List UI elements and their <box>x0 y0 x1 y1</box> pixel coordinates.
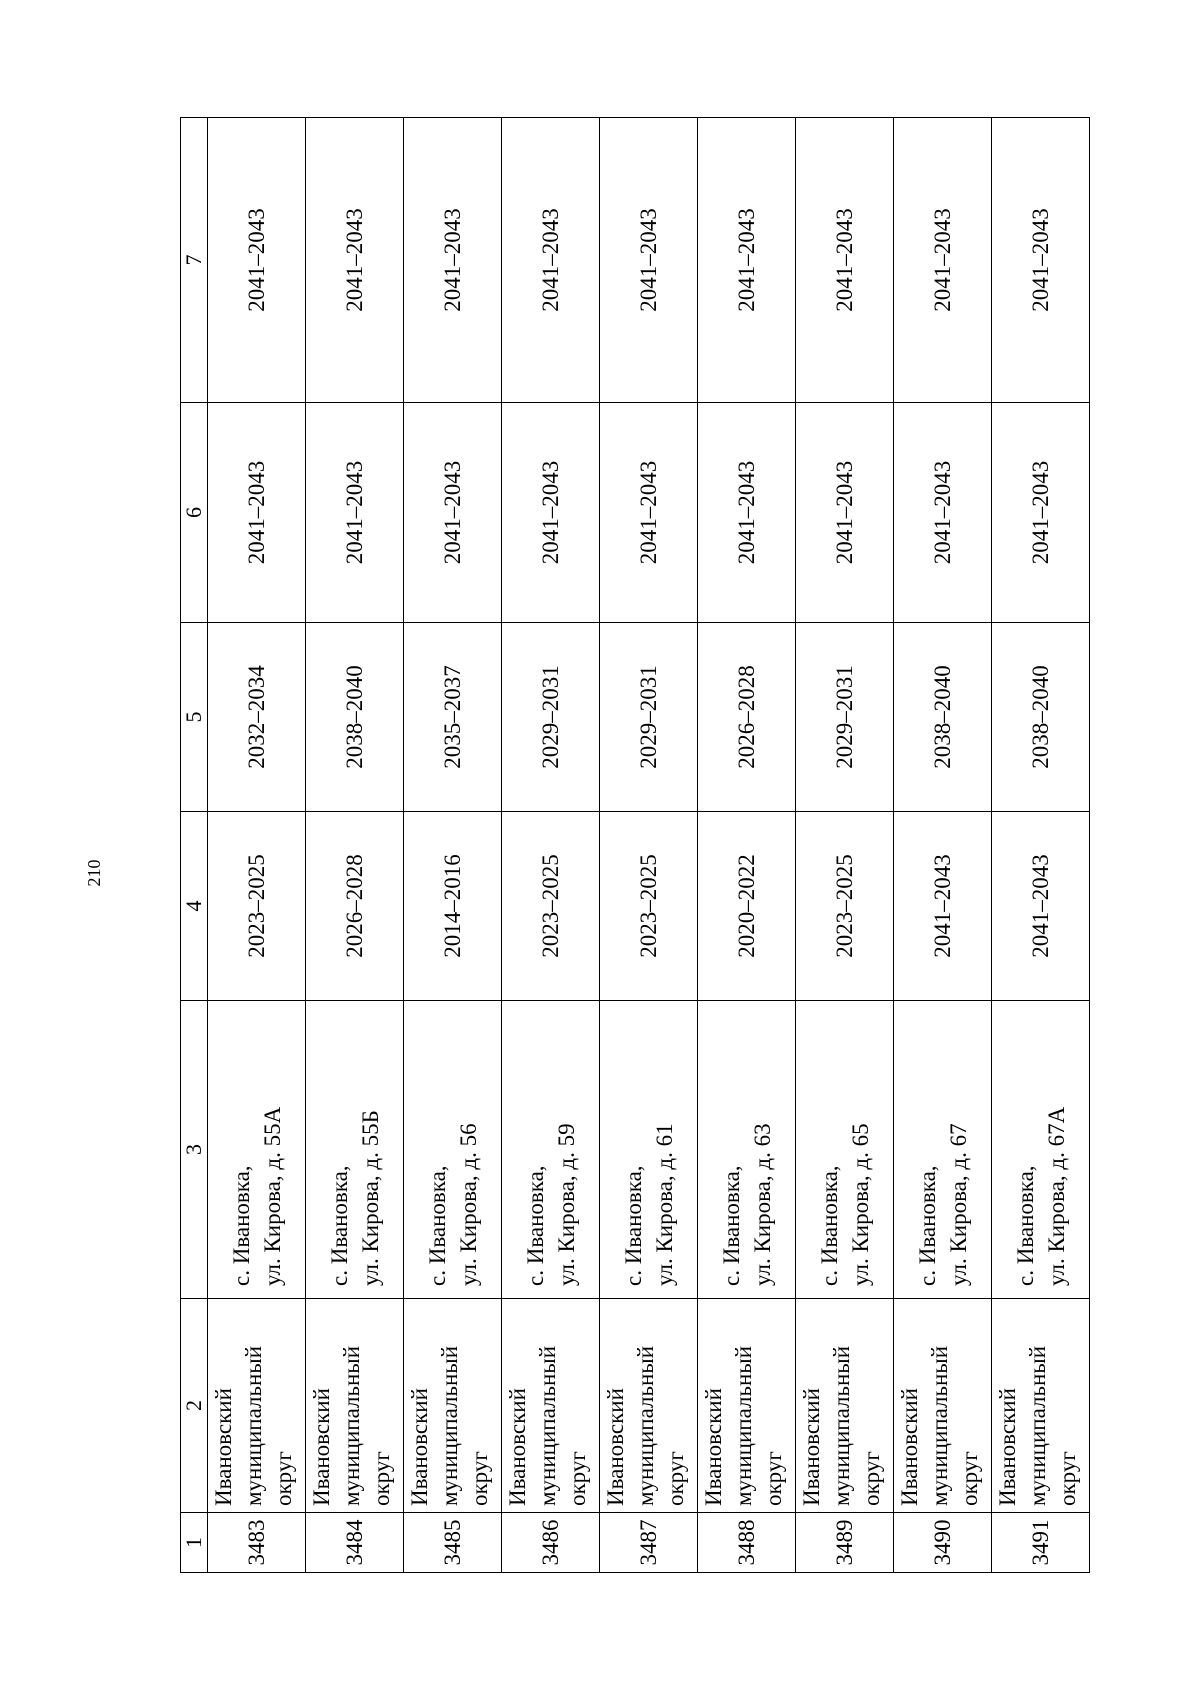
address-cell <box>306 1001 404 1299</box>
period-c4: 2023–2025 <box>208 812 306 1001</box>
column-header-2: 2 <box>181 1299 208 1513</box>
period-c5: 2029–2031 <box>502 623 600 812</box>
district-line: муниципальный <box>927 1345 952 1506</box>
period-c7: 2041–2043 <box>796 118 894 403</box>
period-c6: 2041–2043 <box>306 403 404 623</box>
page-number: 210 <box>84 859 104 887</box>
period-c6: 2041–2043 <box>992 403 1090 623</box>
district-line: округ <box>369 1451 394 1506</box>
table-row <box>208 118 306 1573</box>
table-row <box>796 118 894 1573</box>
period-c7: 2041–2043 <box>600 118 698 403</box>
address-line: ул. Кирова, д. 55Б <box>357 1110 383 1286</box>
period-c4: 2020–2022 <box>698 812 796 1001</box>
address-line: ул. Кирова, д. 55А <box>259 1106 285 1286</box>
row-number: 3485 <box>404 1513 502 1573</box>
period-c5: 2035–2037 <box>404 623 502 812</box>
district-line: округ <box>467 1451 492 1506</box>
district-cell <box>600 1299 698 1513</box>
table-row <box>698 118 796 1573</box>
address-line: ул. Кирова, д. 56 <box>455 1123 481 1286</box>
district-line: Ивановский <box>799 1388 824 1506</box>
district-line: муниципальный <box>241 1345 266 1506</box>
address-line: ул. Кирова, д. 61 <box>651 1123 677 1286</box>
district-cell <box>306 1299 404 1513</box>
period-c5: 2038–2040 <box>992 623 1090 812</box>
period-c5: 2032–2034 <box>208 623 306 812</box>
district-line: Ивановский <box>995 1388 1020 1506</box>
column-header-6: 6 <box>181 403 208 623</box>
period-c5: 2038–2040 <box>306 623 404 812</box>
period-c7: 2041–2043 <box>992 118 1090 403</box>
period-c5: 2029–2031 <box>796 623 894 812</box>
table-row <box>306 118 404 1573</box>
district-line: округ <box>271 1451 296 1506</box>
district-line: Ивановский <box>701 1388 726 1506</box>
district-line: округ <box>957 1451 982 1506</box>
district-line: муниципальный <box>535 1345 560 1506</box>
row-number: 3484 <box>306 1513 404 1573</box>
district-cell <box>796 1299 894 1513</box>
district-line: Ивановский <box>603 1388 628 1506</box>
address-line: ул. Кирова, д. 65 <box>847 1123 873 1286</box>
period-c6: 2041–2043 <box>796 403 894 623</box>
address-line: ул. Кирова, д. 67 <box>945 1123 971 1286</box>
column-header-5: 5 <box>181 623 208 812</box>
district-line: Ивановский <box>211 1388 236 1506</box>
period-c7: 2041–2043 <box>698 118 796 403</box>
schedule-table <box>180 117 1090 1573</box>
period-c4: 2041–2043 <box>992 812 1090 1001</box>
address-line: с. Ивановка, <box>914 1165 940 1286</box>
period-c4: 2014–2016 <box>404 812 502 1001</box>
row-number: 3483 <box>208 1513 306 1573</box>
district-line: муниципальный <box>829 1345 854 1506</box>
period-c7: 2041–2043 <box>306 118 404 403</box>
district-line: Ивановский <box>309 1388 334 1506</box>
address-line: с. Ивановка, <box>522 1165 548 1286</box>
period-c5: 2026–2028 <box>698 623 796 812</box>
district-line: округ <box>859 1451 884 1506</box>
district-line: Ивановский <box>897 1388 922 1506</box>
column-header-1: 1 <box>181 1513 208 1573</box>
row-number: 3486 <box>502 1513 600 1573</box>
district-line: муниципальный <box>339 1345 364 1506</box>
address-line: ул. Кирова, д. 63 <box>749 1123 775 1286</box>
row-number: 3490 <box>894 1513 992 1573</box>
period-c7: 2041–2043 <box>208 118 306 403</box>
address-line: с. Ивановка, <box>424 1165 450 1286</box>
address-line: с. Ивановка, <box>228 1165 254 1286</box>
table-row <box>502 118 600 1573</box>
table-row <box>992 118 1090 1573</box>
address-cell <box>502 1001 600 1299</box>
address-cell <box>992 1001 1090 1299</box>
address-line: с. Ивановка, <box>718 1165 744 1286</box>
column-header-3: 3 <box>181 1001 208 1299</box>
row-number: 3491 <box>992 1513 1090 1573</box>
column-header-4: 4 <box>181 812 208 1001</box>
address-cell <box>208 1001 306 1299</box>
district-cell <box>894 1299 992 1513</box>
table-row <box>894 118 992 1573</box>
address-line: ул. Кирова, д. 59 <box>553 1123 579 1286</box>
period-c4: 2023–2025 <box>796 812 894 1001</box>
address-cell <box>796 1001 894 1299</box>
row-number: 3487 <box>600 1513 698 1573</box>
district-line: округ <box>761 1451 786 1506</box>
address-cell <box>698 1001 796 1299</box>
period-c7: 2041–2043 <box>502 118 600 403</box>
district-line: муниципальный <box>1025 1345 1050 1506</box>
address-line: с. Ивановка, <box>620 1165 646 1286</box>
period-c6: 2041–2043 <box>404 403 502 623</box>
district-line: округ <box>565 1451 590 1506</box>
period-c6: 2041–2043 <box>208 403 306 623</box>
period-c4: 2041–2043 <box>894 812 992 1001</box>
period-c5: 2038–2040 <box>894 623 992 812</box>
district-line: Ивановский <box>407 1388 432 1506</box>
address-cell <box>600 1001 698 1299</box>
district-line: округ <box>1055 1451 1080 1506</box>
district-line: муниципальный <box>437 1345 462 1506</box>
period-c5: 2029–2031 <box>600 623 698 812</box>
period-c6: 2041–2043 <box>600 403 698 623</box>
period-c6: 2041–2043 <box>502 403 600 623</box>
period-c6: 2041–2043 <box>698 403 796 623</box>
district-line: муниципальный <box>731 1345 756 1506</box>
address-line: ул. Кирова, д. 67А <box>1043 1106 1069 1286</box>
address-line: с. Ивановка, <box>1012 1165 1038 1286</box>
district-cell <box>404 1299 502 1513</box>
row-number: 3488 <box>698 1513 796 1573</box>
address-line: с. Ивановка, <box>816 1165 842 1286</box>
period-c4: 2023–2025 <box>600 812 698 1001</box>
district-cell <box>992 1299 1090 1513</box>
period-c4: 2023–2025 <box>502 812 600 1001</box>
address-cell <box>404 1001 502 1299</box>
period-c7: 2041–2043 <box>894 118 992 403</box>
row-number: 3489 <box>796 1513 894 1573</box>
district-line: округ <box>663 1451 688 1506</box>
period-c7: 2041–2043 <box>404 118 502 403</box>
district-line: муниципальный <box>633 1345 658 1506</box>
period-c6: 2041–2043 <box>894 403 992 623</box>
district-cell <box>698 1299 796 1513</box>
period-c4: 2026–2028 <box>306 812 404 1001</box>
address-line: с. Ивановка, <box>326 1165 352 1286</box>
rotated-table-container <box>180 118 1137 1573</box>
district-line: Ивановский <box>505 1388 530 1506</box>
district-cell <box>502 1299 600 1513</box>
table-row <box>404 118 502 1573</box>
column-header-7: 7 <box>181 118 208 403</box>
header-row <box>181 118 208 1573</box>
district-cell <box>208 1299 306 1513</box>
address-cell <box>894 1001 992 1299</box>
table-row <box>600 118 698 1573</box>
